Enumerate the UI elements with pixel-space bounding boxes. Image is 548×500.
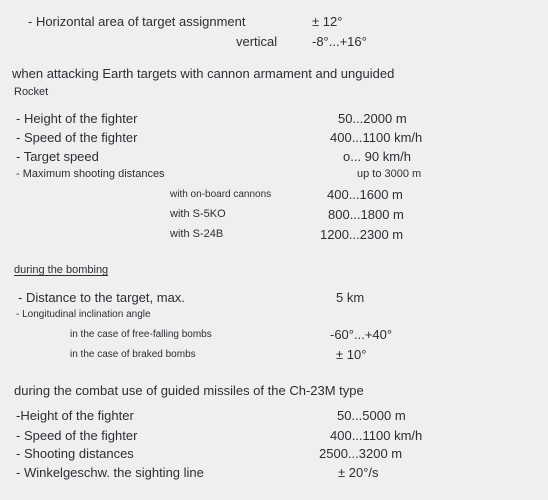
s5ko-label: with S-5KO [170, 208, 226, 220]
max-shooting-label: - Maximum shooting distances [16, 168, 165, 180]
shooting-distances-value: 2500...3200 m [319, 446, 403, 461]
target-speed-value: o... 90 km/h [343, 149, 411, 164]
target-speed-label: - Target speed [16, 149, 99, 164]
s5ko-value: 800...1800 m [328, 207, 404, 222]
distance-target-value: 5 km [336, 290, 365, 305]
free-falling-value: -60°...+40° [330, 327, 393, 342]
section-heading-bombing: during the bombing [14, 264, 109, 276]
shooting-distances-label: - Shooting distances [16, 446, 134, 461]
sighting-line-value: ± 20°/s [338, 465, 379, 480]
free-falling-label: in the case of free-falling bombs [70, 329, 212, 340]
missile-speed-value: 400...1100 km/h [330, 428, 423, 443]
missile-height-label: -Height of the fighter [16, 408, 134, 423]
height-fighter-value: 50...2000 m [338, 111, 407, 126]
inclination-angle-label: - Longitudinal inclination angle [16, 309, 151, 320]
section-heading-missiles: during the combat use of guided missiles of the Ch-23M type [14, 383, 364, 398]
speed-fighter-label: - Speed of the fighter [16, 130, 138, 145]
vertical-label: vertical [236, 34, 278, 49]
sighting-line-label: - Winkelgeschw. the sighting line [16, 465, 204, 480]
onboard-cannons-value: 400...1600 m [327, 187, 403, 202]
max-shooting-value: up to 3000 m [357, 168, 422, 180]
missile-height-value: 50...5000 m [337, 408, 406, 423]
height-fighter-label: - Height of the fighter [16, 111, 138, 126]
braked-bombs-value: ± 10° [336, 347, 367, 362]
vertical-value: -8°...+16° [312, 34, 367, 49]
horizontal-area-value: ± 12° [312, 14, 343, 29]
braked-bombs-label: in the case of braked bombs [70, 349, 196, 360]
section-heading-cannon: when attacking Earth targets with cannon armament and unguided [12, 66, 395, 81]
speed-fighter-value: 400...1100 km/h [330, 130, 423, 145]
section-heading-rocket: Rocket [14, 86, 49, 98]
s24b-label: with S-24B [170, 228, 224, 240]
s24b-value: 1200...2300 m [320, 227, 404, 242]
onboard-cannons-label: with on-board cannons [170, 189, 272, 200]
horizontal-area-label: - Horizontal area of target assignment [28, 14, 246, 29]
distance-target-label: - Distance to the target, max. [18, 290, 185, 305]
missile-speed-label: - Speed of the fighter [16, 428, 138, 443]
